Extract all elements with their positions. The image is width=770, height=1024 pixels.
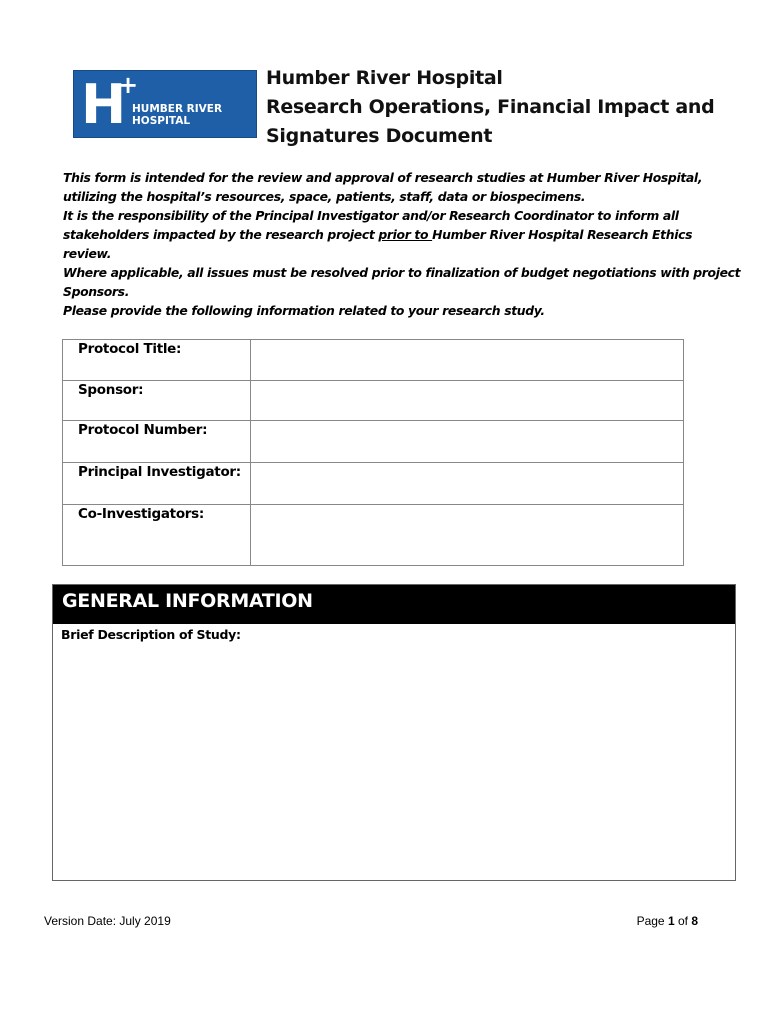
co-investigators-field[interactable] xyxy=(251,505,684,566)
protocol-number-field[interactable] xyxy=(251,421,684,463)
hospital-logo xyxy=(73,70,257,138)
intro-paragraph-1: This form is intended for the review and approval of research studies at Humber River Hospital, utilizing the hospital’s resources, space, patients, staff, data or biospecimens. xyxy=(63,170,703,204)
logo-h-mark: H xyxy=(81,73,125,136)
protocol-title-field[interactable] xyxy=(251,340,684,381)
table-row xyxy=(63,463,684,505)
title-line-1: Humber River Hospital xyxy=(266,67,503,89)
intro-paragraph-3: Where applicable, all issues must be resolved prior to finalization of budget negotiations with project Sponsors. xyxy=(63,265,741,299)
page-of: of xyxy=(674,914,692,928)
general-information-section xyxy=(52,584,736,881)
version-date: Version Date: July 2019 xyxy=(44,914,171,928)
co-investigators-label: Co-Investigators: xyxy=(63,505,251,566)
table-row xyxy=(63,340,684,381)
title-line-2: Research Operations, Financial Impact and xyxy=(266,96,715,118)
protocol-number-label: Protocol Number: xyxy=(63,421,251,463)
brief-description-label: Brief Description of Study: xyxy=(61,627,241,642)
sponsor-label: Sponsor: xyxy=(63,381,251,421)
protocol-info-table xyxy=(62,339,684,566)
page-prefix: Page xyxy=(636,914,668,928)
logo-line-2: HOSPITAL xyxy=(132,115,191,127)
intro-p2-end: Humber River Hospital Research Ethics review. xyxy=(63,227,693,261)
brief-description-field[interactable] xyxy=(53,645,735,880)
intro-text xyxy=(63,168,743,301)
protocol-title-label: Protocol Title: xyxy=(63,340,251,381)
logo-line-1: HUMBER RIVER xyxy=(132,103,223,115)
info-prompt: Please provide the following information related to your research study. xyxy=(63,303,545,318)
table-row xyxy=(63,421,684,463)
principal-investigator-label: Principal Investigator: xyxy=(63,463,251,505)
page-current: 1 xyxy=(667,914,675,928)
general-information-heading: GENERAL INFORMATION xyxy=(53,585,735,624)
page-total: 8 xyxy=(691,914,698,928)
principal-investigator-field[interactable] xyxy=(251,463,684,505)
intro-paragraph-2 xyxy=(63,206,743,263)
document-title xyxy=(266,64,714,151)
intro-p2-start: It is the responsibility of the Principal Investigator and/or Research Coordinator to inform all stakeholders impacted by the research project xyxy=(63,208,679,242)
table-row xyxy=(63,505,684,566)
title-line-3: Signatures Document xyxy=(266,125,493,147)
sponsor-field[interactable] xyxy=(251,381,684,421)
page-number xyxy=(637,914,698,928)
table-row xyxy=(63,381,684,421)
intro-p2-underlined: prior to xyxy=(378,227,433,242)
logo-wordmark xyxy=(132,103,222,127)
logo-plus-icon: + xyxy=(118,71,139,99)
